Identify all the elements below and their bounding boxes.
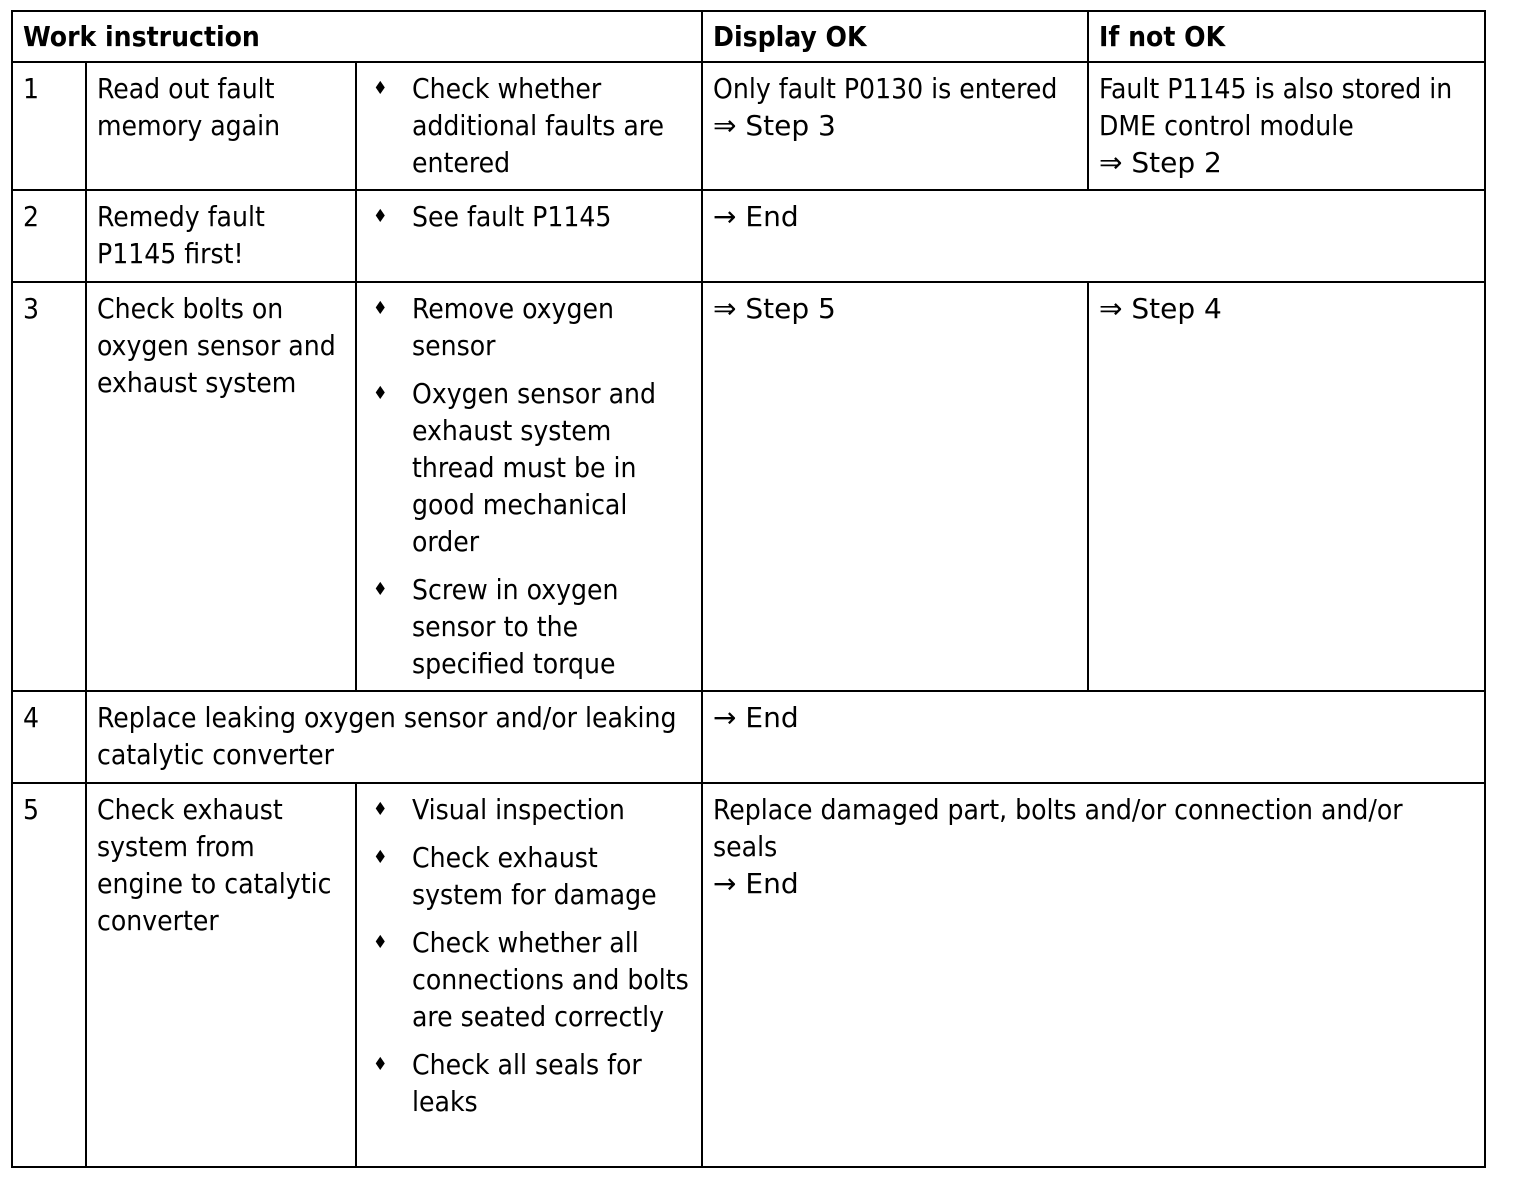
step-number: 2 (12, 190, 86, 282)
display-ok-next-step: ⇒ Step 5 (702, 282, 1088, 691)
diamond-bullet-icon: ♦ (373, 932, 388, 953)
display-ok-text: Only fault P0130 is entered (713, 72, 1058, 105)
header-work-instruction: Work instruction (12, 11, 702, 62)
diamond-bullet-icon: ♦ (373, 298, 388, 319)
diamond-bullet-icon: ♦ (373, 383, 388, 404)
diamond-bullet-icon: ♦ (373, 579, 388, 600)
diamond-bullet-icon: ♦ (373, 1054, 388, 1075)
table-row (12, 282, 1485, 691)
not-ok-cell (1088, 62, 1485, 190)
work-instruction-table (11, 10, 1486, 1168)
step-bullets (356, 282, 702, 691)
not-ok-text: Fault P1145 is also stored in DME control module (1099, 72, 1453, 142)
header-if-not-ok: If not OK (1088, 11, 1485, 62)
diamond-bullet-icon: ♦ (373, 206, 388, 227)
list-item: ♦ Check whether additional faults are entered (373, 72, 665, 179)
list-item: ♦ Check exhaust system for damage (373, 841, 657, 911)
result-text: Replace damaged part, bolts and/or connection and/or seals (713, 793, 1403, 863)
step-number: 4 (12, 691, 86, 783)
step-action: Check bolts on oxygen sensor and exhaust system (86, 282, 356, 691)
table-row (12, 783, 1485, 1167)
display-ok-cell (702, 62, 1088, 190)
list-item: ♦ Remove oxygen sensor (373, 292, 614, 362)
step-number: 1 (12, 62, 86, 190)
step-bullets (356, 190, 702, 282)
result-cell: → End (702, 190, 1485, 282)
list-item: ♦ Oxygen sensor and exhaust system thread must be in good mechanical order (373, 377, 656, 558)
list-item: ♦ Check whether all connections and bolts are seated correctly (373, 926, 689, 1033)
result-cell: → End (702, 691, 1485, 783)
step-number: 5 (12, 783, 86, 1167)
diamond-bullet-icon: ♦ (373, 799, 388, 820)
step-number: 3 (12, 282, 86, 691)
diamond-bullet-icon: ♦ (373, 78, 388, 99)
list-item: ♦ See fault P1145 (373, 200, 612, 233)
step-action: Read out fault memory again (86, 62, 356, 190)
list-item: ♦ Check all seals for leaks (373, 1048, 642, 1118)
header-display-ok: Display OK (702, 11, 1088, 62)
table-row (12, 190, 1485, 282)
header-row (12, 11, 1485, 62)
step-action: Remedy fault P1145 first! (86, 190, 356, 282)
result-next-step: → End (713, 867, 799, 900)
step-bullets (356, 783, 702, 1167)
step-action: Replace leaking oxygen sensor and/or leaking catalytic converter (86, 691, 702, 783)
list-item: ♦ Screw in oxygen sensor to the specified torque (373, 573, 619, 680)
display-ok-next-step: ⇒ Step 3 (713, 109, 836, 142)
table-row (12, 62, 1485, 190)
step-action: Check exhaust system from engine to catalytic converter (86, 783, 356, 1167)
not-ok-next-step: ⇒ Step 2 (1099, 146, 1222, 179)
not-ok-next-step: ⇒ Step 4 (1088, 282, 1485, 691)
list-item: ♦ Visual inspection (373, 793, 625, 826)
table-row (12, 691, 1485, 783)
result-cell (702, 783, 1485, 1167)
diamond-bullet-icon: ♦ (373, 847, 388, 868)
step-bullets (356, 62, 702, 190)
